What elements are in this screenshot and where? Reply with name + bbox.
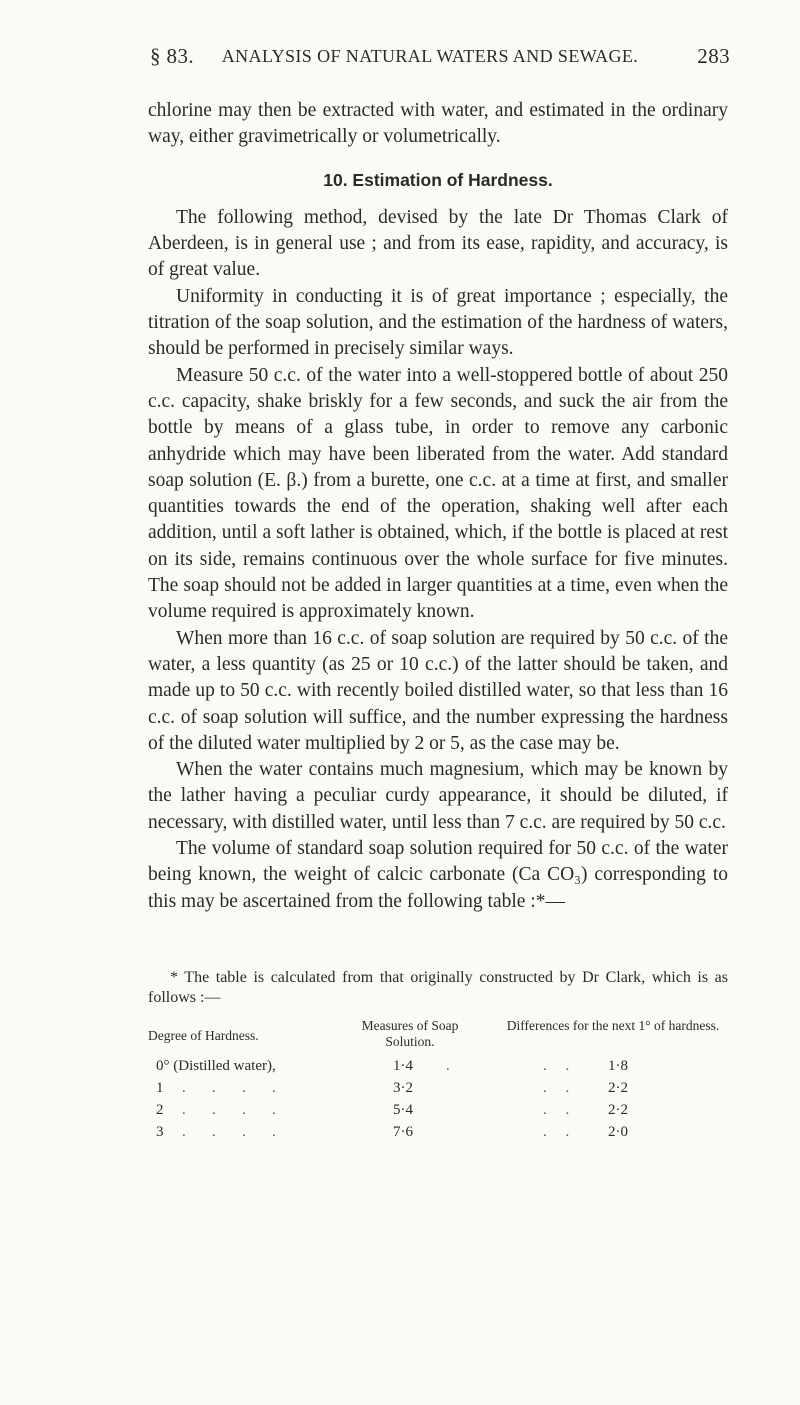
paragraph: The following method, devised by the late Dr Thomas Clark of Aberdeen, is in general use ; and from its ease, rapidity, and accuracy, is of great value. xyxy=(148,206,728,281)
cell-degree: 2 xyxy=(156,1102,164,1118)
cell-difference: 2·2 xyxy=(608,1102,628,1118)
cell-difference: 1·8 xyxy=(608,1058,628,1074)
leader-dots: . . xyxy=(543,1124,570,1140)
cell-difference: 2·2 xyxy=(608,1080,628,1096)
column-header-measures: Measures of Soap Solution. xyxy=(361,1018,459,1049)
leader-dots: . . . . xyxy=(182,1080,276,1096)
running-title: ANALYSIS OF NATURAL WATERS AND SEWAGE. xyxy=(221,46,639,66)
cell-difference: 2·0 xyxy=(608,1124,628,1140)
page-number: 283 xyxy=(697,44,730,68)
body-text xyxy=(148,98,728,915)
leader-dots: . . . . xyxy=(182,1102,276,1118)
table-row xyxy=(148,1124,728,1146)
paragraph: When more than 16 c.c. of soap solution are required by 50 c.c. of the water, a less quantity (as 25 or 10 c.c.) of the latter should be taken, and made up to 50 c.c. with recently boiled distilled water, so that less than 16 c.c. of soap solution will suffice, and the number expressing the hardness of the diluted water multiplied by 2 or 5, as the case may be. xyxy=(148,627,728,754)
section-number: § 83. xyxy=(150,44,194,68)
cell-measures: 3·2 xyxy=(393,1080,413,1096)
paragraph-continued: chlorine may then be extracted with water, and estimated in the ordinary way, either gravimetrically or volumetrically. xyxy=(148,100,728,148)
footnote-text: * The table is calculated from that originally constructed by Dr Clark, which is as follows :— xyxy=(148,969,728,1006)
cell-measures: 5·4 xyxy=(393,1102,413,1118)
cell-measures: 7·6 xyxy=(393,1124,413,1140)
paragraph: When the water contains much magnesium, which may be known by the lather having a peculiar curdy appearance, it should be diluted, if necessary, with distilled water, until less than 7 c.c. are required by 50 c.c. xyxy=(148,759,728,833)
leader-dots: . xyxy=(446,1058,450,1074)
leader-dots: . . xyxy=(543,1080,570,1096)
leader-dots: . . xyxy=(543,1058,570,1074)
cell-measures: 1·4 xyxy=(393,1058,413,1074)
paragraph: Uniformity in conducting it is of great importance ; especially, the titration of the soap solution, and the estimation of the hardness of waters, should be performed in precisely similar ways. xyxy=(148,285,728,360)
column-header-degree: Degree of Hardness. xyxy=(148,1028,259,1043)
paragraph: Measure 50 c.c. of the water into a well-stoppered bottle of about 250 c.c. capacity, shake briskly for a few seconds, and suck the air from the bottle by means of a glass tube, in order to remove any carbonic anhydride which may have been liberated from the water. Add standard soap solution (E. β.) from a burette, one c.c. at a time at first, and smaller quantities towards the end of the operation, shaking well after each addition, until a soft lather is obtained, which, if the bottle is placed at rest on its side, remains continuous over the whole surface for five minutes. The soap should not be added in larger quantities at a time, even when the volume required is approximately known. xyxy=(148,364,728,623)
column-header-differences: Differences for the next 1° of hardness. xyxy=(506,1018,720,1033)
table-row xyxy=(148,1058,728,1080)
footnote xyxy=(148,968,728,1008)
section-heading: 10. Estimation of Hardness. xyxy=(323,169,553,190)
paragraph: The volume of standard soap solution required for 50 c.c. of the water being known, the weight of calcic carbonate (Ca CO₃) corresponding to this may be ascertained from the following table :*— xyxy=(148,838,728,912)
leader-dots: . . . . xyxy=(182,1124,276,1140)
table-row xyxy=(148,1102,728,1124)
table-row xyxy=(148,1080,728,1102)
leader-dots: . . xyxy=(543,1102,570,1118)
cell-degree: 1 xyxy=(156,1080,164,1096)
cell-degree: 0° (Distilled water), xyxy=(156,1058,276,1074)
cell-degree: 3 xyxy=(156,1124,164,1140)
